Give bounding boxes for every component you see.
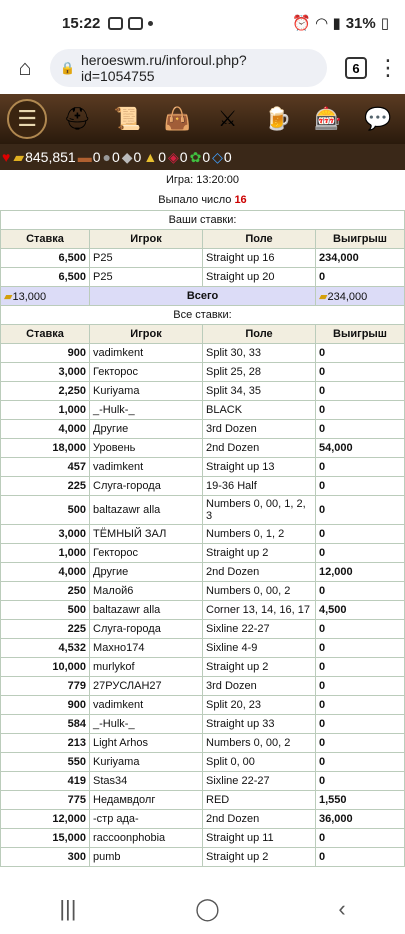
cell-field: Numbers 0, 1, 2 (203, 525, 316, 544)
all-bets-title: Все ставки: (1, 306, 405, 325)
cell-bet: 900 (1, 344, 90, 363)
cell-player[interactable]: Другие (90, 420, 203, 439)
table-row (1, 753, 405, 772)
cell-bet: 250 (1, 582, 90, 601)
result-line (0, 190, 405, 210)
url-text: heroeswm.ru/inforoul.php?id=1054755 (80, 52, 247, 84)
table-row (1, 582, 405, 601)
resource-value: 845,851 (25, 149, 76, 165)
col-player: Игрок (90, 325, 203, 344)
cell-bet: 6,500 (1, 249, 90, 268)
table-row (1, 791, 405, 810)
cell-player[interactable]: murlykof (90, 658, 203, 677)
table-row (1, 439, 405, 458)
cell-player[interactable]: vadimkent (90, 344, 203, 363)
resource-value: 0 (133, 149, 142, 165)
cell-bet: 1,000 (1, 544, 90, 563)
cell-win: 0 (316, 753, 405, 772)
table-row (1, 544, 405, 563)
cell-win: 0 (316, 639, 405, 658)
cell-bet: 4,000 (1, 563, 90, 582)
cell-field: Straight up 2 (203, 544, 316, 563)
cell-win: 0 (316, 477, 405, 496)
total-bet (1, 287, 90, 306)
total-label: Всего (90, 287, 316, 306)
cell-player[interactable]: baltazawr alla (90, 496, 203, 525)
cell-win: 0 (316, 848, 405, 867)
cell-bet: 775 (1, 791, 90, 810)
total-win-value: 234,000 (327, 290, 368, 303)
table-row (1, 401, 405, 420)
cell-field: BLACK (203, 401, 316, 420)
resource-icon: ▰ (13, 148, 25, 165)
cell-player[interactable]: _-Hulk-_ (90, 715, 203, 734)
cell-field: Sixline 4-9 (203, 639, 316, 658)
cell-player[interactable]: Уровень (90, 439, 203, 458)
cell-field: Straight up 2 (203, 658, 316, 677)
cell-bet: 3,000 (1, 363, 90, 382)
resource-icon: ♥ (2, 149, 11, 165)
resource-icon: ◈ (168, 148, 179, 165)
cell-field: 19-36 Half (203, 477, 316, 496)
cell-win: 0 (316, 401, 405, 420)
table-row (1, 696, 405, 715)
resource-item (190, 149, 211, 166)
cell-win: 4,500 (316, 601, 405, 620)
resource-icon: ▬ (77, 149, 92, 165)
cell-player[interactable]: vadimkent (90, 696, 203, 715)
cell-field: 2nd Dozen (203, 563, 316, 582)
cell-win: 0 (316, 582, 405, 601)
home-icon[interactable]: ⌂ (18, 55, 32, 80)
cell-bet: 550 (1, 753, 90, 772)
cell-field: Corner 13, 14, 16, 17 (203, 601, 316, 620)
resource-icon: ◇ (212, 148, 223, 165)
table-row (1, 620, 405, 639)
cell-field: 2nd Dozen (203, 439, 316, 458)
hero-helmet-icon[interactable]: ⛑ (63, 106, 92, 131)
table-row (1, 525, 405, 544)
cell-bet: 584 (1, 715, 90, 734)
cell-bet: 225 (1, 620, 90, 639)
resource-item (122, 149, 142, 166)
table-row (1, 677, 405, 696)
cell-field: Split 0, 00 (203, 753, 316, 772)
cell-win: 0 (316, 268, 405, 287)
tavern-mug-icon[interactable]: 🍺 (263, 106, 292, 131)
table-row (1, 363, 405, 382)
cell-field: Numbers 0, 00, 1, 2, 3 (203, 496, 316, 525)
cell-bet: 457 (1, 458, 90, 477)
total-bet-value: 13,000 (12, 290, 47, 303)
table-row (1, 268, 405, 287)
resource-item (78, 149, 101, 165)
col-bet: Ставка (1, 230, 90, 249)
home-circle-icon[interactable]: ◯ (195, 896, 220, 921)
cell-player[interactable]: Kuriyama (90, 753, 203, 772)
roulette-info (0, 170, 405, 884)
cell-bet: 500 (1, 496, 90, 525)
resource-item (212, 149, 232, 166)
cell-win: 0 (316, 496, 405, 525)
cell-win: 12,000 (316, 563, 405, 582)
table-row (1, 477, 405, 496)
your-bets-title: Ваши ставки: (1, 211, 405, 230)
resource-icon: ✿ (189, 148, 202, 165)
cell-player[interactable]: Слуга-города (90, 620, 203, 639)
total-win (316, 287, 405, 306)
cell-bet: 3,000 (1, 525, 90, 544)
cell-win: 0 (316, 677, 405, 696)
resource-value: 0 (179, 149, 188, 165)
battle-swords-icon[interactable]: ⚔ (217, 106, 238, 131)
signal-icon: ▮ (332, 15, 341, 32)
resource-value: 0 (92, 149, 101, 165)
browser-menu-icon[interactable]: ⋮ (377, 55, 399, 80)
browser-toolbar (0, 46, 405, 90)
cell-bet: 6,500 (1, 268, 90, 287)
gold-icon: ▰ (319, 290, 328, 303)
resource-item (168, 149, 188, 166)
table-row (1, 496, 405, 525)
resource-value: 0 (202, 149, 211, 165)
table-row (1, 658, 405, 677)
cell-win: 0 (316, 544, 405, 563)
cell-bet: 12,000 (1, 810, 90, 829)
cell-field: Straight up 16 (203, 249, 316, 268)
cell-field: Straight up 11 (203, 829, 316, 848)
cell-win: 1,550 (316, 791, 405, 810)
cell-player[interactable]: Kuriyama (90, 382, 203, 401)
your-bets-table (0, 210, 405, 867)
table-row (1, 829, 405, 848)
cell-win: 0 (316, 715, 405, 734)
cell-field: Split 20, 23 (203, 696, 316, 715)
cell-player[interactable]: Light Arhos (90, 734, 203, 753)
resource-icon: ▲ (143, 149, 158, 165)
cell-field: Sixline 22-27 (203, 620, 316, 639)
cell-player[interactable]: raccoonphobia (90, 829, 203, 848)
cell-win: 0 (316, 696, 405, 715)
resource-item (2, 149, 11, 165)
message-icon (108, 17, 123, 30)
cell-field: 2nd Dozen (203, 810, 316, 829)
table-row (1, 639, 405, 658)
resource-value: 0 (223, 149, 232, 165)
cell-player[interactable]: pumb (90, 848, 203, 867)
resource-bar (0, 144, 405, 170)
resource-value: 0 (158, 149, 166, 165)
cell-bet: 779 (1, 677, 90, 696)
cell-player[interactable]: _-Hulk-_ (90, 401, 203, 420)
table-row (1, 344, 405, 363)
cell-field: Numbers 0, 00, 2 (203, 582, 316, 601)
cell-field: Numbers 0, 00, 2 (203, 734, 316, 753)
address-bar[interactable] (50, 49, 327, 87)
resource-item (13, 149, 75, 166)
android-nav-bar (0, 884, 405, 934)
back-icon[interactable]: ‹ (338, 896, 346, 921)
status-bar (0, 0, 405, 46)
table-row (1, 734, 405, 753)
cell-win: 0 (316, 363, 405, 382)
result-label: Выпало число (158, 194, 232, 206)
col-field: Поле (203, 325, 316, 344)
cell-win: 54,000 (316, 439, 405, 458)
cell-bet: 1,000 (1, 401, 90, 420)
cell-player[interactable]: Малой6 (90, 582, 203, 601)
table-row (1, 601, 405, 620)
table-row (1, 772, 405, 791)
result-number: 16 (234, 194, 247, 206)
wifi-icon: ◠ (315, 15, 328, 32)
col-field: Поле (203, 230, 316, 249)
cell-win: 0 (316, 420, 405, 439)
game-time: Игра: 13:20:00 (165, 174, 240, 186)
cell-win: 0 (316, 344, 405, 363)
resource-item (103, 149, 120, 165)
status-time: 15:22 (62, 14, 101, 32)
resource-icon: ● (102, 149, 111, 165)
game-navigation (0, 94, 405, 144)
cell-field: RED (203, 791, 316, 810)
resource-icon: ◆ (121, 148, 133, 165)
resource-value: 0 (111, 149, 120, 165)
cell-win: 0 (316, 829, 405, 848)
cell-player[interactable]: 27РУСЛАН27 (90, 677, 203, 696)
cell-field: Straight up 2 (203, 848, 316, 867)
cell-player[interactable]: ТЁМНЫЙ ЗАЛ (90, 525, 203, 544)
cell-win: 234,000 (316, 249, 405, 268)
battery-level: 31% (345, 14, 376, 32)
cell-player[interactable]: Махно174 (90, 639, 203, 658)
cell-bet: 213 (1, 734, 90, 753)
cell-player[interactable]: Другие (90, 563, 203, 582)
col-player: Игрок (90, 230, 203, 249)
col-win: Выигрыш (316, 230, 405, 249)
recent-apps-icon[interactable]: ||| (59, 896, 77, 921)
cell-win: 0 (316, 458, 405, 477)
cell-win: 0 (316, 772, 405, 791)
cell-bet: 10,000 (1, 658, 90, 677)
gold-icon: ▰ (4, 290, 13, 303)
cell-player[interactable]: Гекторос (90, 544, 203, 563)
resource-item (143, 149, 166, 165)
table-row (1, 715, 405, 734)
total-row (1, 287, 405, 306)
inventory-bag-icon[interactable]: 👜 (163, 106, 192, 131)
col-bet: Ставка (1, 325, 90, 344)
lock-icon: 🔒 (60, 61, 75, 75)
table-row (1, 420, 405, 439)
table-row (1, 458, 405, 477)
battery-icon: ▯ (380, 15, 389, 32)
cell-player[interactable]: Недамвдолг (90, 791, 203, 810)
game-menu-icon[interactable]: ☰ (7, 99, 47, 139)
cell-bet: 419 (1, 772, 90, 791)
cell-bet: 225 (1, 477, 90, 496)
cell-field: Sixline 22-27 (203, 772, 316, 791)
cell-win: 0 (316, 658, 405, 677)
cell-win: 0 (316, 620, 405, 639)
cell-player[interactable]: P25 (90, 249, 203, 268)
status-left-icons (108, 17, 153, 30)
cell-bet: 2,250 (1, 382, 90, 401)
cell-win: 36,000 (316, 810, 405, 829)
cell-bet: 300 (1, 848, 90, 867)
cell-bet: 900 (1, 696, 90, 715)
cell-field: Straight up 13 (203, 458, 316, 477)
table-row (1, 810, 405, 829)
cell-bet: 4,532 (1, 639, 90, 658)
col-win: Выигрыш (316, 325, 405, 344)
cell-field: 3rd Dozen (203, 420, 316, 439)
cell-win: 0 (316, 382, 405, 401)
cell-player[interactable]: Гекторос (90, 363, 203, 382)
table-row (1, 563, 405, 582)
cell-bet: 18,000 (1, 439, 90, 458)
cell-player[interactable]: P25 (90, 268, 203, 287)
cell-player[interactable]: vadimkent (90, 458, 203, 477)
map-scroll-icon[interactable]: 📜 (113, 106, 142, 131)
cell-field: Split 25, 28 (203, 363, 316, 382)
status-right (292, 14, 389, 32)
notification-icon (128, 17, 143, 30)
cell-bet: 500 (1, 601, 90, 620)
cell-player[interactable]: -стр ада- (90, 810, 203, 829)
cell-field: Split 30, 33 (203, 344, 316, 363)
alarm-icon: ⏰ (292, 15, 311, 32)
tab-switcher-button[interactable]: 6 (345, 57, 367, 79)
chat-bubble-icon[interactable]: 💬 (364, 106, 392, 131)
cell-field: Straight up 20 (203, 268, 316, 287)
cell-field: Split 34, 35 (203, 382, 316, 401)
cell-player[interactable]: baltazawr alla (90, 601, 203, 620)
cell-field: Straight up 33 (203, 715, 316, 734)
cell-win: 0 (316, 525, 405, 544)
cell-bet: 4,000 (1, 420, 90, 439)
table-row (1, 249, 405, 268)
more-notifications-icon (148, 21, 153, 26)
cell-win: 0 (316, 734, 405, 753)
table-row (1, 848, 405, 867)
cell-field: 3rd Dozen (203, 677, 316, 696)
cell-player[interactable]: Stas34 (90, 772, 203, 791)
roulette-icon[interactable]: 🎰 (314, 106, 342, 131)
table-row (1, 382, 405, 401)
cell-player[interactable]: Слуга-города (90, 477, 203, 496)
cell-bet: 15,000 (1, 829, 90, 848)
